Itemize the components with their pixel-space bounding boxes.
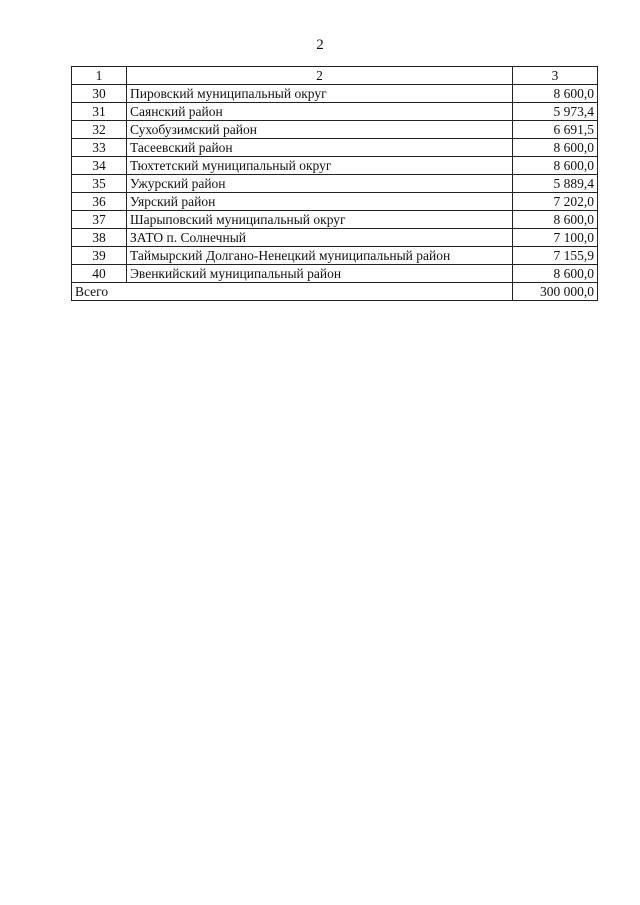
row-name: Ужурский район [127,175,513,193]
page-number: 2 [316,37,324,53]
row-sum: 5 889,4 [513,175,598,193]
table-row [72,175,598,193]
row-number: 36 [72,193,127,211]
row-number: 38 [72,229,127,247]
header-cell-1: 1 [72,67,127,85]
table-total-row [72,283,598,301]
row-sum: 5 973,4 [513,103,598,121]
row-sum: 8 600,0 [513,139,598,157]
table-row [72,247,598,265]
table-row [72,229,598,247]
table-row [72,103,598,121]
row-sum: 8 600,0 [513,85,598,103]
table-row [72,211,598,229]
row-sum: 8 600,0 [513,157,598,175]
row-name: Сухобузимский район [127,121,513,139]
row-number: 40 [72,265,127,283]
table-header-row [72,67,598,85]
row-name: ЗАТО п. Солнечный [127,229,513,247]
row-number: 31 [72,103,127,121]
table-row [72,121,598,139]
row-number: 37 [72,211,127,229]
row-name: Уярский район [127,193,513,211]
row-name: Тасеевский район [127,139,513,157]
row-sum: 7 202,0 [513,193,598,211]
row-number: 34 [72,157,127,175]
total-label: Всего [72,283,513,301]
row-number: 30 [72,85,127,103]
table-row [72,85,598,103]
allocation-table [71,66,598,301]
row-name: Шарыповский муниципальный округ [127,211,513,229]
row-name: Эвенкийский муниципальный район [127,265,513,283]
row-number: 32 [72,121,127,139]
row-name: Пировский муниципальный округ [127,85,513,103]
table-row [72,157,598,175]
total-sum: 300 000,0 [513,283,598,301]
row-name: Таймырский Долгано-Ненецкий муниципальный район [127,247,513,265]
row-name: Тюхтетский муниципальный округ [127,157,513,175]
row-number: 39 [72,247,127,265]
row-sum: 8 600,0 [513,265,598,283]
row-number: 35 [72,175,127,193]
row-sum: 7 155,9 [513,247,598,265]
row-sum: 7 100,0 [513,229,598,247]
table-row [72,193,598,211]
row-sum: 6 691,5 [513,121,598,139]
table-row [72,139,598,157]
row-sum: 8 600,0 [513,211,598,229]
table-row [72,265,598,283]
table-body [72,67,598,301]
row-name: Саянский район [127,103,513,121]
header-cell-3: 3 [513,67,598,85]
row-number: 33 [72,139,127,157]
header-cell-2: 2 [127,67,513,85]
